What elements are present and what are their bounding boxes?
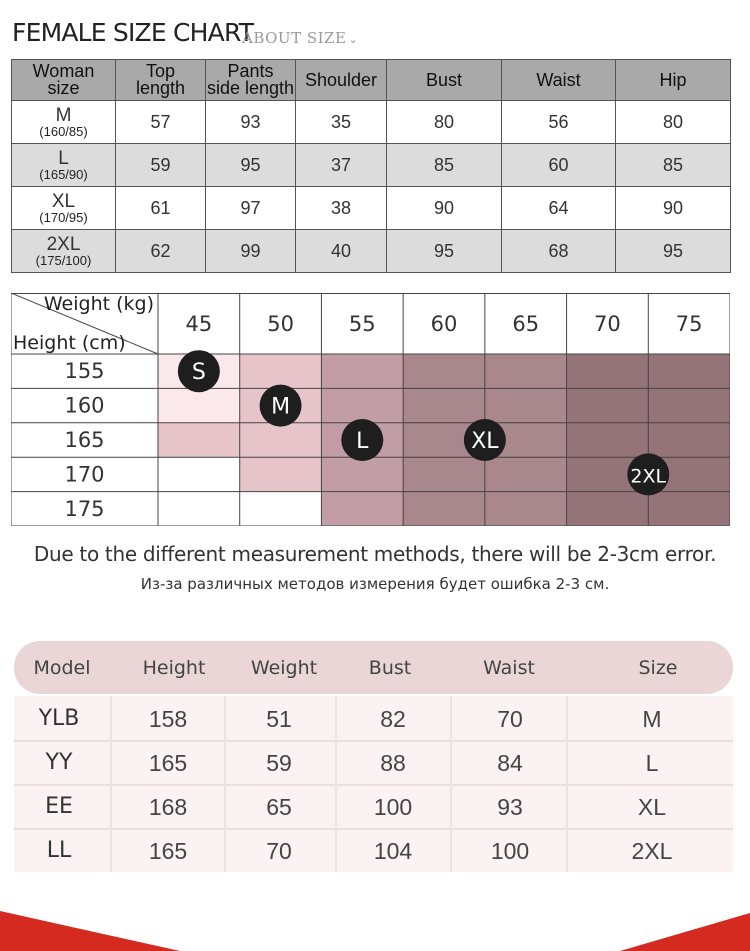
table-cell: 61 [116,187,206,230]
table-row [14,784,733,830]
grid-cell [485,457,567,491]
col-header-bust: Bust [368,657,412,679]
table-cell: 95 [387,230,502,273]
size-chart-table [11,59,731,273]
grid-cell [158,423,240,457]
grid-cell [567,492,649,526]
table-cell: 95 [206,144,296,187]
grid-cell [648,388,730,422]
table-row [14,696,733,742]
model-table-body [14,696,733,872]
table-row [12,144,731,187]
table-cell: 85 [616,144,731,187]
measurement-note: Due to the different measurement methods, there will be 2-3cm error. [33,542,717,566]
weight-axis-label: Weight (kg) [43,293,154,315]
size-badge-label: S [191,360,206,386]
column-divider [335,696,337,872]
column-divider [224,696,226,872]
grid-cell [567,423,649,457]
table-cell: 59 [266,750,292,776]
table-cell: 38 [296,187,387,230]
grid-cell [240,423,322,457]
col-header-waist: Waist [483,657,535,679]
table-cell: 59 [116,144,206,187]
grid-cell [648,492,730,526]
grid-cell [321,354,403,388]
grid-cell [158,388,240,422]
height-tick-label: 155 [64,359,105,384]
table-cell: 37 [296,144,387,187]
grid-cell [240,354,322,388]
table-cell: 85 [387,144,502,187]
table-cell: 88 [380,750,406,776]
table-cell: 168 [148,794,188,820]
size-cell: XL (170/95) [12,187,116,230]
grid-cell [403,457,485,491]
grid-cell [403,492,485,526]
table-cell: 95 [616,230,731,273]
grid-cell [158,457,240,491]
grid-cell [648,354,730,388]
table-cell: 100 [373,794,413,820]
table-cell: M [642,706,662,732]
grid-cell [321,492,403,526]
table-cell: XL [637,794,667,820]
table-cell: 80 [387,101,502,144]
table-cell: 93 [497,794,523,820]
table-cell: L [645,750,659,776]
table-cell: 165 [148,838,188,864]
page-title: FEMALE SIZE CHART [12,18,254,47]
table-cell: 158 [148,706,188,732]
grid-cell [567,388,649,422]
table-cell: 100 [490,838,530,864]
grid-cell [403,354,485,388]
model-table [14,641,733,872]
red-band-right [620,913,750,951]
table-row [12,187,731,230]
weight-tick-label: 55 [348,312,376,336]
table-row [12,101,731,144]
size-cell: M (160/85) [12,101,116,144]
grid-cell [648,423,730,457]
model-name: LL [46,838,72,863]
col-header-height: Height [142,657,206,679]
red-band-left [0,911,180,951]
grid-cell [240,492,322,526]
measurement-note-russian: Из-за различных методов измерения будет ошибка 2-3 см. [140,575,610,593]
size-badge-label: XL [471,429,499,454]
size-badge-label: 2XL [630,465,667,488]
grid-cell [240,457,322,491]
table-cell: 56 [502,101,616,144]
table-cell: 51 [266,706,292,732]
model-name: YY [45,750,73,775]
weight-tick-label: 70 [594,312,621,336]
grid-cell [567,354,649,388]
model-name: EE [45,794,73,819]
table-row [12,230,731,273]
weight-tick-label: 65 [512,312,540,336]
size-cell: 2XL (175/100) [12,230,116,273]
table-cell: 90 [387,187,502,230]
col-header-pants-length: Pants side length [206,60,296,101]
grid-cell [485,354,567,388]
table-cell: 64 [502,187,616,230]
table-cell: 82 [380,706,406,732]
table-cell: 70 [266,838,292,864]
table-cell: 65 [266,794,292,820]
table-cell: 84 [497,750,523,776]
grid-cell [321,457,403,491]
table-cell: 68 [502,230,616,273]
about-size-label: ABOUT SIZE [242,29,347,47]
table-cell: 97 [206,187,296,230]
size-badge-label: L [356,429,369,454]
chevron-down-icon: ⌄ [348,33,359,46]
decorative-red-band [0,911,750,951]
grid-cell [158,492,240,526]
model-name: YLB [38,706,80,731]
size-cell: L (165/90) [12,144,116,187]
table-cell: 165 [148,750,188,776]
table-cell: 57 [116,101,206,144]
model-table-header [14,641,733,694]
about-size-link[interactable] [242,29,358,47]
height-tick-label: 170 [64,462,105,487]
height-tick-label: 165 [64,428,105,452]
weight-height-grid-svg [11,293,730,526]
height-axis-label: Height (cm) [13,332,126,354]
table-cell: 70 [497,706,523,732]
col-header-waist: Waist [502,60,616,101]
weight-height-grid [11,293,730,526]
col-header-model: Model [33,657,91,679]
table-cell: 104 [373,838,413,864]
table-cell: 99 [206,230,296,273]
grid-cell [485,492,567,526]
grid-cell [485,388,567,422]
weight-tick-label: 60 [430,312,458,336]
height-tick-label: 175 [64,496,105,521]
weight-tick-label: 50 [267,312,294,336]
table-cell: 93 [206,101,296,144]
height-tick-label: 160 [64,393,105,418]
column-divider [110,696,112,872]
table-cell: 2XL [631,838,673,864]
table-cell: 80 [616,101,731,144]
table-cell: 35 [296,101,387,144]
weight-tick-label: 45 [185,312,213,336]
size-badge-label: M [271,394,291,420]
col-header-bust: Bust [387,60,502,101]
col-header-top-length: Top length [116,60,206,101]
col-header-shoulder: Shoulder [296,60,387,101]
table-row [14,828,733,872]
table-cell: 60 [502,144,616,187]
grid-cell [321,388,403,422]
table-cell: 90 [616,187,731,230]
col-header-weight: Weight [250,657,318,679]
table-cell: 62 [116,230,206,273]
col-header-size: Size [638,657,678,679]
table-cell: 40 [296,230,387,273]
column-divider [566,696,568,872]
weight-tick-label: 75 [675,312,703,336]
col-header-hip: Hip [616,60,731,101]
table-row [14,740,733,786]
col-header-woman-size: Woman size [12,60,116,101]
column-divider [450,696,452,872]
grid-cell [403,388,485,422]
size-table-header-row [12,60,731,101]
